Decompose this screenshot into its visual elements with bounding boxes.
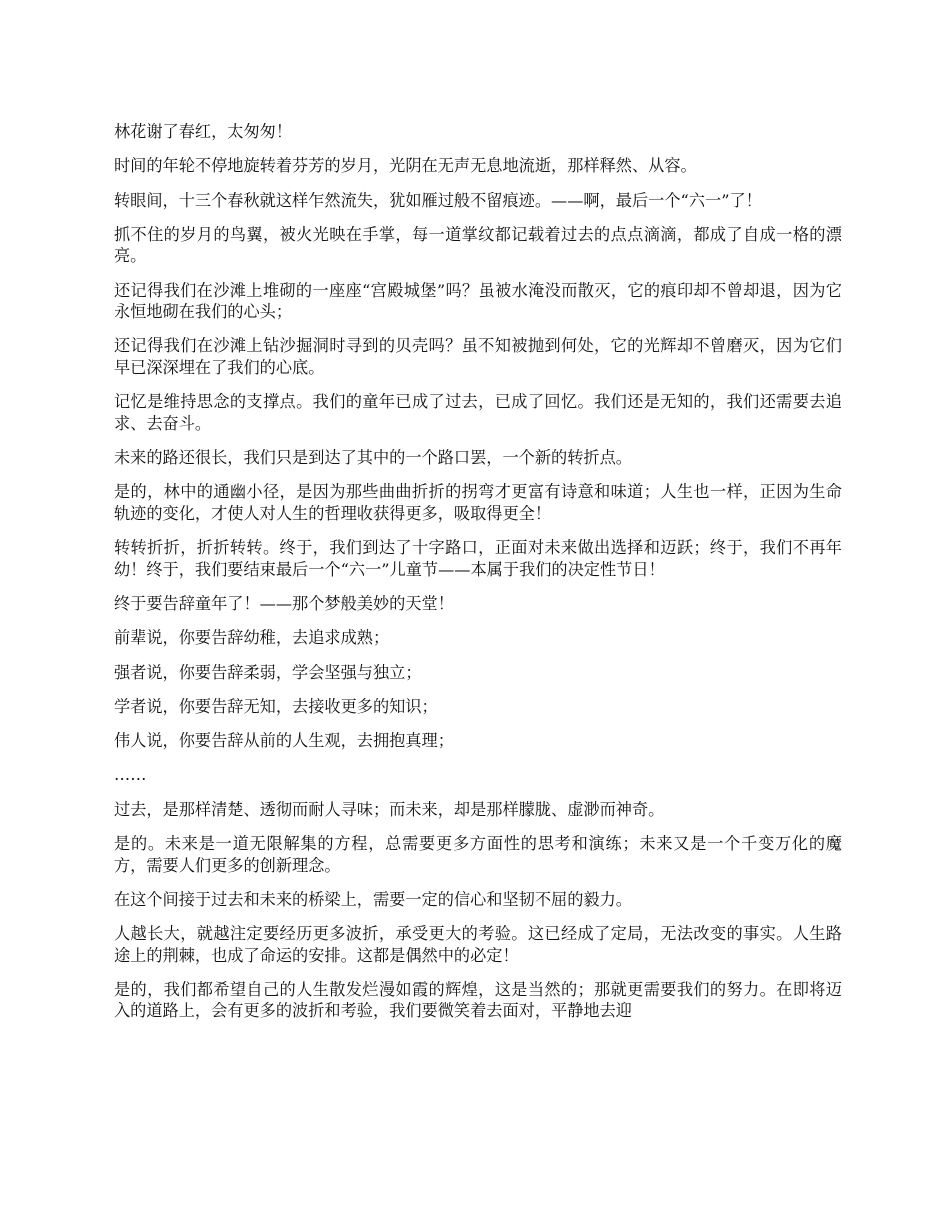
paragraph: 前辈说，你要告辞幼稚，去追求成熟； (114, 628, 390, 648)
paragraph: 记忆是维持思念的支撑点。我们的童年已成了过去，已成了回忆。我们还是无知的，我们还需要去追求、去奋斗。 (114, 392, 842, 433)
paragraph: 人越长大，就越注定要经历更多波折，承受更大的考验。这已经成了定局，无法改变的事实。人生路途上的荆棘，也成了命运的安排。这都是偶然中的必定！ (114, 924, 842, 965)
paragraph: 是的，我们都希望自己的人生散发烂漫如霞的辉煌，这是当然的；那就更需要我们的努力。在即将迈入的道路上，会有更多的波折和考验，我们要微笑着去面对，平静地去迎 (114, 979, 842, 1021)
paragraph: 学者说，你要告辞无知，去接收更多的知识； (114, 696, 438, 716)
paragraph: 在这个间接于过去和未来的桥梁上，需要一定的信心和坚韧不屈的毅力。 (114, 889, 632, 909)
document-page (114, 121, 842, 1035)
paragraph: 伟人说，你要告辞从前的人生观，去拥抱真理； (114, 731, 454, 751)
paragraph: 是的，林中的通幽小径，是因为那些曲曲折折的拐弯才更富有诗意和味道；人生也一样，正因为生命轨迹的变化，才使人对人生的哲理收获得更多，吸取得更全！ (114, 482, 842, 523)
paragraph: 时间的年轮不停地旋转着芬芳的岁月，光阴在无声无息地流逝，那样释然、从容。 (114, 156, 697, 176)
paragraph: 是的。未来是一道无限解集的方程，总需要更多方面性的思考和演练；未来又是一个千变万化的魔方，需要人们更多的创新理念。 (114, 834, 842, 875)
paragraph: 未来的路还很长，我们只是到达了其中的一个路口罢，一个新的转折点。 (114, 448, 632, 468)
paragraph: 转转折折，折折转转。终于，我们到达了十字路口，正面对未来做出选择和迈跃；终于，我们不再年幼！终于，我们要结束最后一个“六一”儿童节——本属于我们的决定性节日！ (114, 538, 842, 579)
paragraph: 强者说，你要告辞柔弱，学会坚强与独立； (114, 662, 422, 682)
paragraph: 抓不住的岁月的鸟翼，被火光映在手掌，每一道掌纹都记载着过去的点点滴滴，都成了自成一格的漂亮。 (114, 224, 842, 266)
paragraph: 过去，是那样清楚、透彻而耐人寻味；而未来，却是那样朦胧、虚渺而神奇。 (114, 799, 665, 819)
paragraph: 终于要告辞童年了！——那个梦般美妙的天堂！ (114, 593, 454, 613)
paragraph: 林花谢了春红，太匆匆！ (114, 122, 293, 141)
paragraph: 转眼间，十三个春秋就这样乍然流失，犹如雁过般不留痕迹。——啊，最后一个“六一”了！ (114, 190, 762, 210)
paragraph: 还记得我们在沙滩上堆砌的一座座“宫殿城堡”吗？虽被水淹没而散灭，它的痕印却不曾却退，因为它永恒地砌在我们的心头； (114, 280, 842, 322)
paragraph: 还记得我们在沙滩上钻沙掘洞时寻到的贝壳吗？虽不知被抛到何处，它的光辉却不曾磨灭，因为它们早已深深埋在了我们的心底。 (114, 336, 842, 377)
paragraph: …… (114, 765, 147, 785)
